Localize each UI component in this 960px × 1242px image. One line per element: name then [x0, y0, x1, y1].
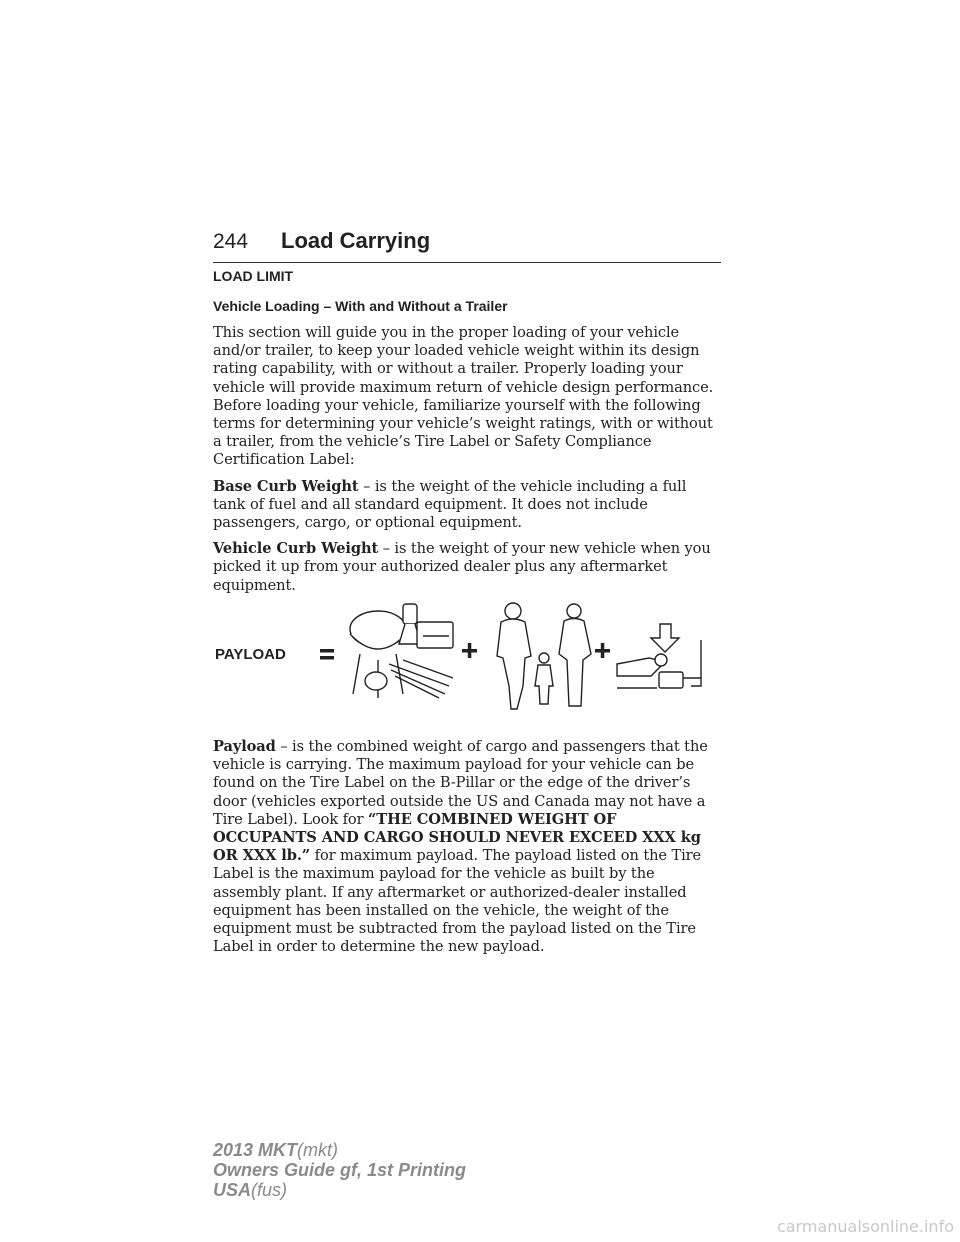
definition-base-curb-weight: – is the weight of the vehicle including a full tank of fuel and all standard equipment. It does not include passengers, cargo, or optional equipment. — [213, 477, 687, 532]
payload-paragraph — [213, 738, 723, 956]
footer-line-market — [213, 1180, 466, 1200]
term-paragraph-base-curb-weight — [213, 478, 723, 533]
footer-model: 2013 MKT — [213, 1140, 298, 1160]
term-base-curb-weight: Base Curb Weight — [213, 477, 359, 495]
payload-text-after: for maximum payload. The payload listed on the Tire Label is the maximum payload for the vehicle as built by the assembly plant. If any aftermarket or authorized-dealer installed equipment has been installed on the vehicle, the weight of the equipment must be subtracted from the payload listed on the Tire Label in order to determine the new payload. — [213, 847, 702, 956]
payload-figure-svg — [213, 594, 723, 712]
passengers-icon — [497, 603, 591, 709]
payload-section — [213, 738, 723, 964]
definition-vehicle-curb-weight: – is the weight of your new vehicle when you picked it up from your authorized dealer plus any aftermarket equipment. — [213, 540, 711, 594]
cargo-icon — [350, 604, 453, 698]
page-header — [213, 226, 721, 263]
equals-icon — [320, 649, 334, 660]
term-vehicle-curb-weight: Vehicle Curb Weight — [213, 540, 379, 558]
payload-label: PAYLOAD — [215, 646, 286, 663]
page-footer — [213, 1140, 466, 1200]
payload-illustration — [213, 594, 723, 712]
section-subtitle: Vehicle Loading – With and Without a Trailer — [213, 298, 508, 314]
payload-text-before: – is the combined weight of cargo and passengers that the vehicle is carrying. The maximum payload for your vehicle can be found on the Tire Label on the B-Pillar or the edge of the driver’s door (vehicles exported outside the US and Canada may not have a Tire Label). Look for — [213, 738, 708, 828]
footer-model-code: (mkt) — [297, 1140, 339, 1160]
term-payload: Payload — [213, 738, 276, 755]
page-number: 244 — [213, 230, 249, 253]
footer-line-guide — [213, 1160, 466, 1180]
footer-guide: Owners Guide gf, 1st Printing — [213, 1160, 467, 1180]
chapter-title: Load Carrying — [281, 228, 431, 253]
term-paragraph-vehicle-curb-weight — [213, 540, 723, 595]
footer-market: USA — [213, 1180, 252, 1200]
main-content — [213, 268, 723, 603]
plus-icon-2 — [595, 643, 610, 658]
trailer-hitch-icon — [617, 624, 701, 688]
footer-market-code: (fus) — [251, 1180, 288, 1200]
payload-emphasis: “THE COMBINED WEIGHT OF OCCUPANTS AND CARGO SHOULD NEVER EXCEED XXX kg OR XXX lb.” — [213, 810, 701, 865]
section-title: LOAD LIMIT — [213, 268, 294, 284]
plus-icon — [462, 643, 477, 658]
footer-line-model — [213, 1140, 466, 1160]
watermark: carmanualsonline.info — [776, 1217, 954, 1236]
intro-paragraph: This section will guide you in the proper loading of your vehicle and/or trailer, to keep your loaded vehicle weight within its design rating capability, with or without a trailer. Properly loading your vehicle will provide maximum return of vehicle design performance. Before loading your vehicle, familiarize yourself with the following terms for determining your vehicle’s weight ratings, with or without a trailer, from the vehicle’s Tire Label or Safety Compliance Certification Label: — [213, 324, 714, 469]
